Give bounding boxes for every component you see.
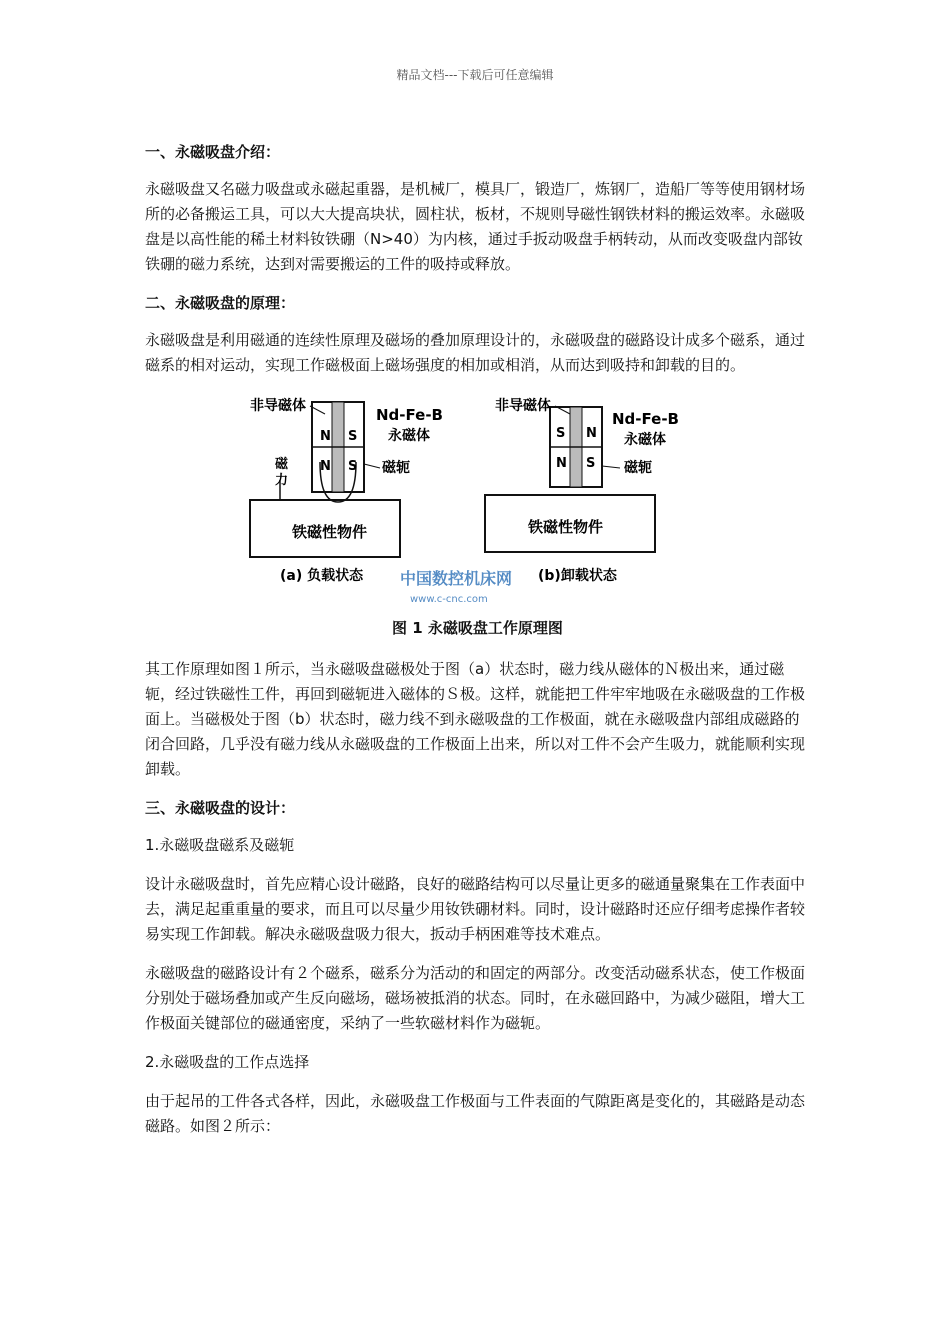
section-1-paragraph: 永磁吸盘又名磁力吸盘或永磁起重器，是机械厂，模具厂，锻造厂，炼钢厂，造船厂等等使用钢材场所的必备搬运工具，可以大大提高块状，圆柱状，板材，不规则导磁性钢铁材料的搬运效率。永磁吸盘是以高性能的稀土材料钕铁硼（N>40）为内核，通过手扳动吸盘手柄转动，从而改变吸盘内部钕铁硼的磁力系统，达到对需要搬运的工件的吸持或释放。 <box>145 180 806 273</box>
watermark-url: www.c-cnc.com <box>410 594 488 605</box>
label-ndfeb-a: Nd-Fe-B <box>376 406 443 424</box>
label-nonmag-b: 非导磁体 <box>495 398 551 414</box>
section-3-paragraph-1: 设计永磁吸盘时，首先应精心设计磁路，良好的磁路结构可以尽量让更多的磁通量聚集在工作表面中去，满足起重重量的要求，而且可以尽量少用钕铁硼材料。同时，设计磁路时还应仔细考虑操作者较易实现工作卸载。解决永磁吸盘吸力很大，扳动手柄困难等技术难点。 <box>145 875 806 943</box>
watermark-logo: 中国数控机床网 <box>400 569 513 588</box>
pole-s-bottom-b: S <box>586 456 596 471</box>
label-workpiece-b: 铁磁性物件 <box>528 518 604 536</box>
page-header: 精品文档---下载后可任意编辑 <box>396 68 554 82</box>
figure-caption: 图 1 永磁吸盘工作原理图 <box>392 619 563 637</box>
section-2-title: 二、永磁吸盘的原理： <box>145 294 296 312</box>
section-3-paragraph-2: 永磁吸盘的磁路设计有２个磁系，磁系分为活动的和固定的两部分。改变活动磁系状态，使工作极面分别处于磁场叠加或产生反向磁场，磁场被抵消的状态。同时，在永磁回路中，为减少磁阻，增大工作极面关键部位的磁通密度，采纳了一些软磁材料作为磁轭。 <box>145 964 806 1032</box>
label-flux-a-2: 力 <box>275 473 289 488</box>
section-3-subtitle-2: 2.永磁吸盘的工作点选择 <box>145 1053 310 1071</box>
section-2-paragraph-2: 其工作原理如图１所示，当永磁吸盘磁极处于图（a）状态时，磁力线从磁体的Ｎ极出来，通过磁轭，经过铁磁性工件，再回到磁轭进入磁体的Ｓ极。这样，就能把工件牢牢地吸在永磁吸盘的工作极面上。当磁极处于图（b）状态时，磁力线不到永磁吸盘的工作极面，就在永磁吸盘内部组成磁路的闭合回路，几乎没有磁力线从永磁吸盘的工作极面上出来，所以对工件不会产生吸力，就能顺利实现卸载。 <box>145 660 806 778</box>
section-2-paragraph-1: 永磁吸盘是利用磁通的连续性原理及磁场的叠加原理设计的，永磁吸盘的磁路设计成多个磁系，通过磁系的相对运动，实现工作磁极面上磁场强度的相加或相消，从而达到吸持和卸载的目的。 <box>145 331 806 374</box>
figure-1 <box>145 392 810 610</box>
section-3-title: 三、永磁吸盘的设计： <box>145 799 296 817</box>
label-workpiece-a: 铁磁性物件 <box>292 523 368 541</box>
pole-s-bottom-a: S <box>348 459 358 474</box>
label-pm-b: 永磁体 <box>624 432 666 448</box>
section-1-title: 一、永磁吸盘介绍： <box>145 143 281 161</box>
pole-n-top-a: N <box>320 429 331 444</box>
section-3-paragraph-3: 由于起吊的工件各式各样，因此，永磁吸盘工作极面与工件表面的气隙距离是变化的，其磁路是动态磁路。如图２所示： <box>145 1092 806 1135</box>
label-yoke-a: 磁轭 <box>382 460 410 476</box>
label-state-a: (a) 负载状态 <box>280 568 364 584</box>
diagram-b <box>485 397 679 584</box>
label-ndfeb-b: Nd-Fe-B <box>612 410 679 428</box>
label-yoke-b: 磁轭 <box>624 460 652 476</box>
document-body <box>145 140 810 1153</box>
diagram-a <box>250 397 443 584</box>
label-flux-a: 磁 <box>275 457 289 472</box>
pole-n-bottom-a: N <box>320 459 331 474</box>
magnetic-chuck-diagram <box>240 392 679 610</box>
pole-n-bottom-b: N <box>556 456 567 471</box>
label-pm-a: 永磁体 <box>388 428 430 444</box>
section-3-subtitle-1: 1.永磁吸盘磁系及磁轭 <box>145 836 295 854</box>
pole-s-top-a: S <box>348 429 358 444</box>
label-state-b: (b)卸载状态 <box>538 568 617 584</box>
pole-s-top-b: S <box>556 426 566 441</box>
label-nonmag-a: 非导磁体 <box>250 398 306 414</box>
pole-n-top-b: N <box>586 426 597 441</box>
